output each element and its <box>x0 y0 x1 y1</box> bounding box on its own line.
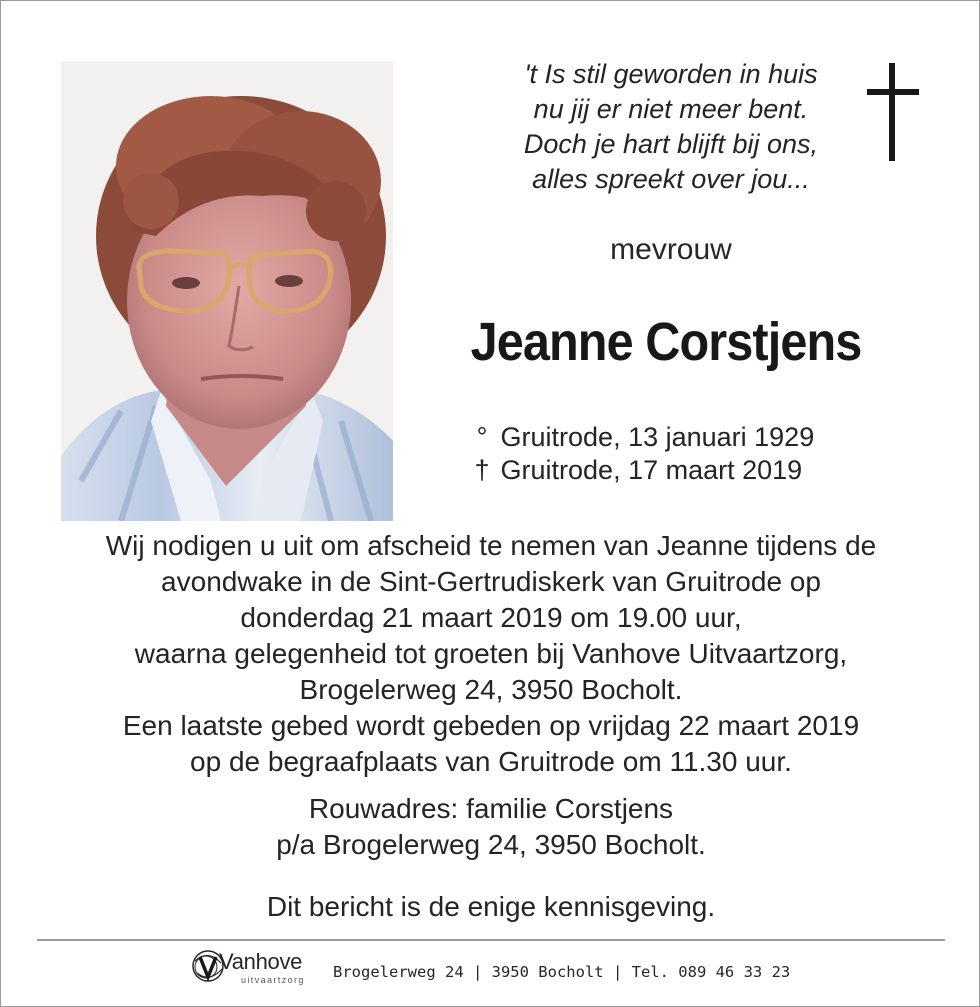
ceremony-line: waarna gelegenheid tot groeten bij Vanhove Uitvaartzorg, <box>134 638 848 669</box>
ceremony-line: Een laatste gebed wordt gebeden op vrijdag 22 maart 2019 <box>122 710 860 741</box>
honorific: mevrouw <box>610 233 732 266</box>
poem-line: 't Is stil geworden in huis <box>524 59 818 89</box>
footer-contact: Brogelerweg 24 | 3950 Bocholt | Tel. 089 46 33 23 <box>333 963 791 981</box>
ceremony-line: Brogelerweg 24, 3950 Bocholt. <box>299 674 683 705</box>
ceremony-line: donderdag 21 maart 2019 om 19.00 uur, <box>240 602 742 633</box>
address-line: Rouwadres: familie Corstjens <box>308 793 674 824</box>
logo-subtitle: uitvaartzorg <box>241 975 305 985</box>
address-line: p/a Brogelerweg 24, 3950 Bocholt. <box>276 829 706 860</box>
death-symbol: † <box>474 455 490 485</box>
poem-line: nu jij er niet meer bent. <box>533 94 809 124</box>
ceremony-line: Wij nodigen u uit om afscheid te nemen van Jeanne tijdens de <box>105 530 877 561</box>
poem <box>421 57 921 197</box>
footer <box>189 947 889 991</box>
latin-cross-icon <box>863 63 923 161</box>
footer-divider <box>37 939 945 941</box>
death-date: Gruitrode, 17 maart 2019 <box>500 455 803 485</box>
birth-date: Gruitrode, 13 januari 1929 <box>500 422 815 452</box>
deceased-name: Jeanne Corstjens <box>470 312 862 372</box>
ceremony-text <box>41 528 941 780</box>
ceremony-line: avondwake in de Sint-Gertrudiskerk van Gruitrode op <box>161 566 821 597</box>
death-line <box>471 454 891 487</box>
life-dates <box>471 421 891 487</box>
birth-line <box>471 421 891 454</box>
notice-text: Dit bericht is de enige kennisgeving. <box>266 891 716 922</box>
portrait-illustration <box>61 61 393 521</box>
birth-symbol: ° <box>476 422 488 452</box>
logo-name: Vanhove <box>219 949 303 974</box>
mourning-address <box>41 791 941 863</box>
poem-line: alles spreekt over jou... <box>532 164 810 194</box>
portrait-photo <box>61 61 393 521</box>
poem-line: Doch je hart blijft bij ons, <box>523 129 819 159</box>
ceremony-line: op de begraafplaats van Gruitrode om 11.30 uur. <box>190 746 792 777</box>
